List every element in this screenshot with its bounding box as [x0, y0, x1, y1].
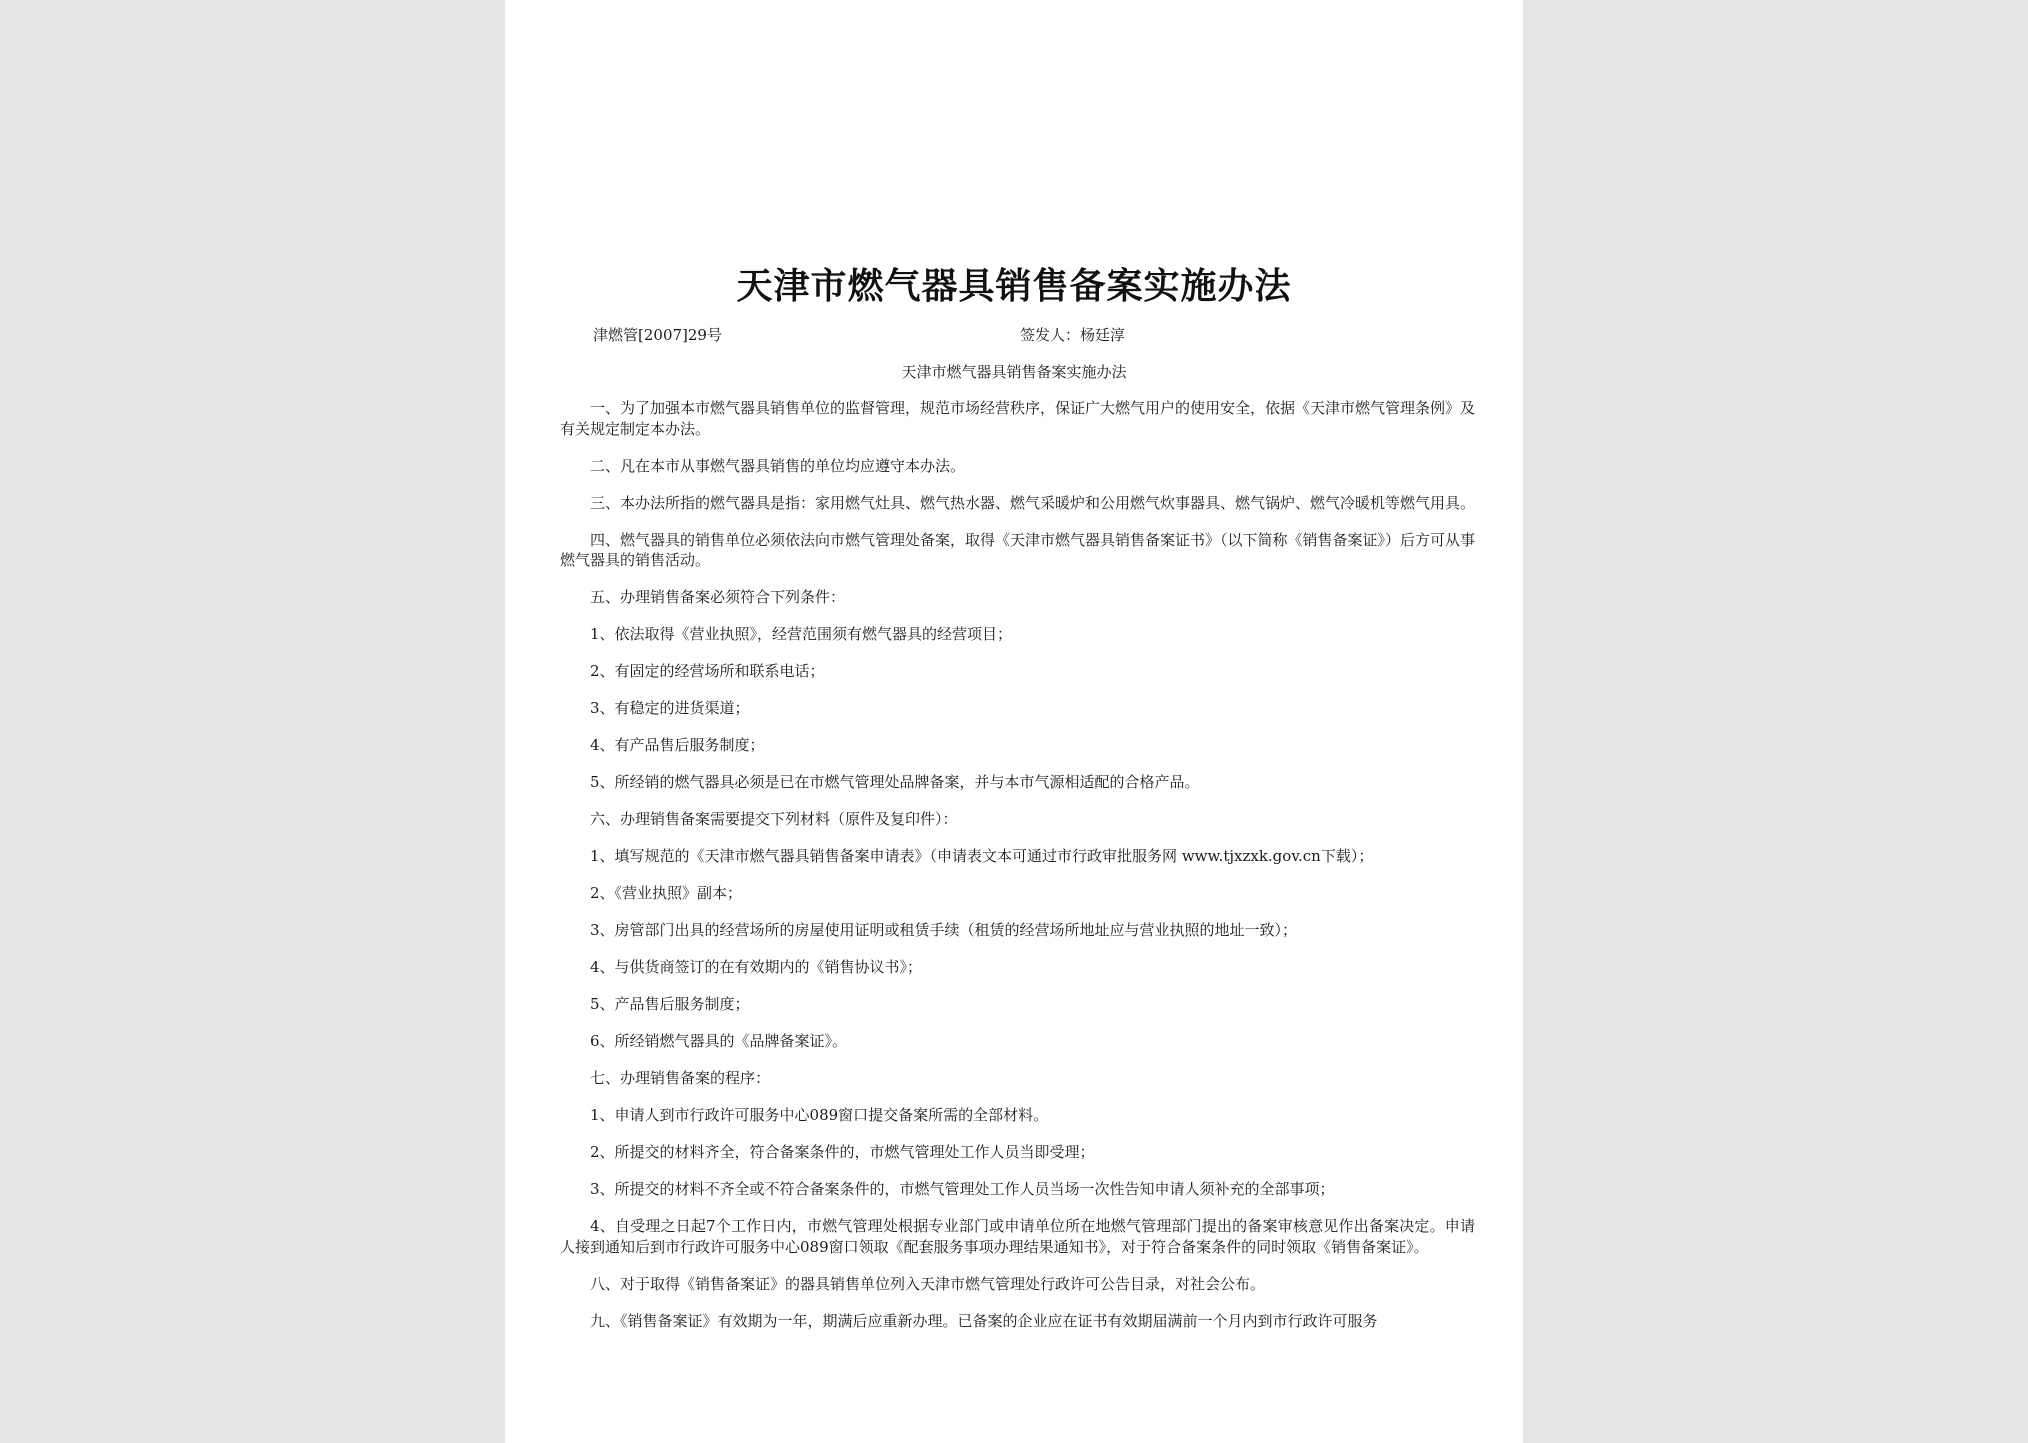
article-6-item-5: 5、产品售后服务制度； [590, 995, 750, 1013]
article-6-item-6: 6、所经销燃气器具的《品牌备案证》。 [590, 1032, 848, 1050]
article-8: 八、对于取得《销售备案证》的器具销售单位列入天津市燃气管理处行政许可公告目录，对社会公布。 [590, 1274, 1266, 1293]
document-title: 天津市燃气器具销售备案实施办法 [736, 265, 1292, 307]
article-3: 三、本办法所指的燃气器具是指：家用燃气灶具、燃气热水器、燃气采暖炉和公用燃气炊事器具、燃气锅炉、燃气冷暖机等燃气用具。 [590, 493, 1476, 512]
document-number: 津燃管[2007]29号 [593, 326, 722, 344]
article-5-item-5: 5、所经销的燃气器具必须是已在市燃气管理处品牌备案，并与本市气源相适配的合格产品。 [590, 773, 1200, 791]
article-2: 二、凡在本市从事燃气器具销售的单位均应遵守本办法。 [590, 456, 966, 475]
article-5-item-2: 2、有固定的经营场所和联系电话； [590, 662, 825, 680]
document-issuer: 签发人：杨廷淳 [1020, 326, 1126, 344]
article-7-item-4: 4、自受理之日起7个工作日内，市燃气管理处根据专业部门或申请单位所在地燃气管理部门提出的备案审核意见作出备案决定。申请人接到通知后到市行政许可服务中心089窗口领取《配套服务事项办理结果通知书》，对于符合备案条件的同时领取《销售备案证》。 [560, 1217, 1475, 1256]
article-1: 一、为了加强本市燃气器具销售单位的监督管理，规范市场经营秩序，保证广大燃气用户的使用安全，依据《天津市燃气管理条例》及有关规定制定本办法。 [560, 399, 1476, 438]
article-6-item-2: 2、《营业执照》副本； [590, 884, 743, 902]
article-7-item-2: 2、所提交的材料齐全，符合备案条件的，市燃气管理处工作人员当即受理； [590, 1143, 1095, 1161]
article-5-item-1: 1、依法取得《营业执照》，经营范围须有燃气器具的经营项目； [590, 625, 1013, 643]
article-7: 七、办理销售备案的程序： [590, 1069, 771, 1087]
article-4: 四、燃气器具的销售单位必须依法向市燃气管理处备案，取得《天津市燃气器具销售备案证书》（以下简称《销售备案证》）后方可从事燃气器具的销售活动。 [560, 530, 1476, 569]
article-6-item-4: 4、与供货商签订的在有效期内的《销售协议书》； [590, 958, 923, 976]
article-7-item-1: 1、申请人到市行政许可服务中心089窗口提交备案所需的全部材料。 [590, 1106, 1049, 1124]
article-6-item-1: 1、填写规范的《天津市燃气器具销售备案申请表》（申请表文本可通过市行政审批服务网 www.tjxzxk.gov.cn下载）； [590, 847, 1374, 865]
article-5: 五、办理销售备案必须符合下列条件： [590, 588, 846, 606]
article-5-item-4: 4、有产品售后服务制度； [590, 736, 765, 754]
document-subtitle: 天津市燃气器具销售备案实施办法 [901, 363, 1127, 381]
article-9: 九、《销售备案证》有效期为一年，期满后应重新办理。已备案的企业应在证书有效期届满前一个月内到市行政许可服务 [590, 1311, 1378, 1330]
article-7-item-3: 3、所提交的材料不齐全或不符合备案条件的，市燃气管理处工作人员当场一次性告知申请人须补充的全部事项； [590, 1180, 1335, 1198]
document-body [560, 398, 1475, 1348]
article-6-item-3: 3、房管部门出具的经营场所的房屋使用证明或租赁手续（租赁的经营场所地址应与营业执照的地址一致）； [590, 921, 1298, 939]
article-6: 六、办理销售备案需要提交下列材料（原件及复印件）： [590, 810, 958, 828]
article-5-item-3: 3、有稳定的进货渠道； [590, 699, 750, 717]
document-page [505, 0, 1523, 1443]
